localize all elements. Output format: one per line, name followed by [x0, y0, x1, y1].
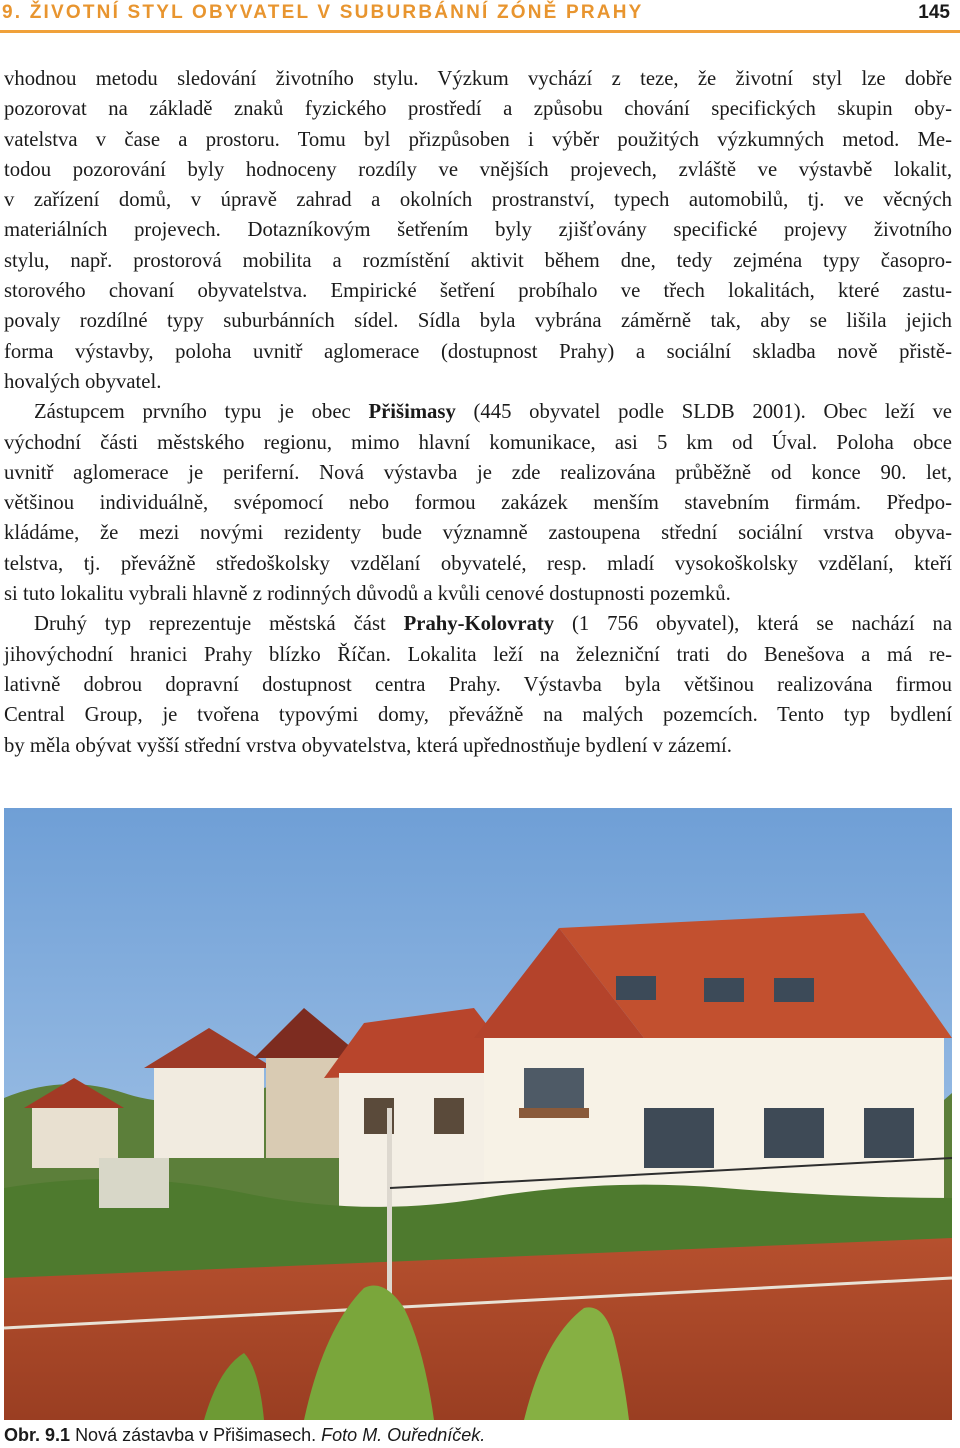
place-name-kolovraty: Prahy-Kolovraty: [403, 613, 555, 636]
text-line: jihovýchodní hranici Prahy blízko Říčan. Lokalita leží na železniční trati do Benešova a má re-: [4, 643, 952, 666]
text-line: hovalých obyvatel.: [4, 370, 162, 393]
page-number: 145: [918, 2, 950, 23]
text-line: povaly rozdílné typy suburbánních sídel. Sídla byla vybrána záměrně tak, aby se lišila jejich: [4, 310, 952, 333]
text-line: telstva, tj. převážně středoškolsky vzdělaní obyvatelé, resp. mladí vysokoškolsky vzdělaní, kteří: [4, 552, 952, 575]
text-line: lativně dobrou dopravní dostupnost centra Prahy. Výstavba byla většinou realizována firmou: [4, 673, 952, 696]
text-line: pozorovat na základě znaků fyzického prostředí a způsobu chování specifických skupin oby-: [4, 98, 952, 121]
text-line: storového chovaní obyvatelstva. Empirické šetření probíhalo ve třech lokalitách, které zastu-: [4, 280, 952, 303]
text-line: kládáme, že mezi novými rezidenty bude významně zastoupena střední sociální vrstva obyva-: [4, 522, 952, 545]
figure-caption: [4, 1424, 952, 1446]
text-line: todou pozorování byly hodnoceny rozdíly ve vnějších projevech, zvláště ve výstavbě lokalit,: [4, 158, 952, 181]
place-name-prisimasy: Přišimasy: [368, 401, 456, 424]
chapter-title: 9. ŽIVOTNÍ STYL OBYVATEL V SUBURBÁNNÍ ZÓNĚ PRAHY: [2, 2, 644, 23]
text-line: východní části městského regionu, mimo hlavní komunikace, asi 5 km od Úval. Poloha obce: [4, 431, 952, 454]
text-line: Central Group, je tvořena typovými domy, převážně na malých pozemcích. Tento typ bydlení: [4, 704, 952, 727]
text-line: [4, 609, 952, 639]
figure-credit: Foto M. Ouředníček.: [321, 1425, 486, 1445]
body-text: [4, 64, 952, 761]
text-line: stylu, např. prostorová mobilita a rozmístění aktivit během dne, tedy zejména typy časopro-: [4, 249, 952, 272]
text-run: (445 obyvatel podle SLDB 2001). Obec leží ve: [455, 401, 952, 424]
text-line: by měla obývat vyšší střední vrstva obyvatelstva, která upřednostňuje bydlení v zázemí.: [4, 734, 732, 757]
running-head: [0, 0, 960, 33]
text-line: vhodnou metodu sledování životního stylu. Výzkum vychází z teze, že životní styl lze dobře: [4, 68, 952, 90]
figure-photo: [4, 808, 952, 1420]
text-line: vatelstva v čase a prostoru. Tomu byl přizpůsoben i výběr použitých výzkumných metod. Me-: [4, 128, 952, 151]
text-line: si tuto lokalitu vybrali hlavně z rodinných důvodů a kvůli cenové dostupnosti pozemků.: [4, 583, 731, 606]
text-line: forma výstavby, poloha uvnitř aglomerace (dostupnost Prahy) a sociální skladba nově přistě-: [4, 340, 952, 363]
text-run: Druhý typ reprezentuje městská část: [34, 613, 404, 636]
photo-illustration: [4, 808, 952, 1420]
text-line: [4, 397, 952, 427]
text-line: v zařízení domů, v úpravě zahrad a okolních prostranství, typech automobilů, tj. ve věcných: [4, 189, 952, 212]
figure-label: Obr. 9.1: [4, 1425, 71, 1445]
text-run: Zástupcem prvního typu je obec: [34, 401, 369, 424]
text-run: (1 756 obyvatel), která se nachází na: [554, 613, 952, 636]
text-line: materiálních projevech. Dotazníkovým šetřením byly zjišťovány specifické projevy životního: [4, 219, 952, 242]
text-line: většinou individuálně, svépomocí nebo formou zakázek menším stavebním firmám. Předpo-: [4, 492, 952, 515]
figure-caption-text: Nová zástavba v Přišimasech.: [75, 1425, 317, 1445]
text-line: uvnitř aglomerace je periferní. Nová výstavba je zde realizována průběžně od konce 90. let,: [4, 461, 952, 484]
